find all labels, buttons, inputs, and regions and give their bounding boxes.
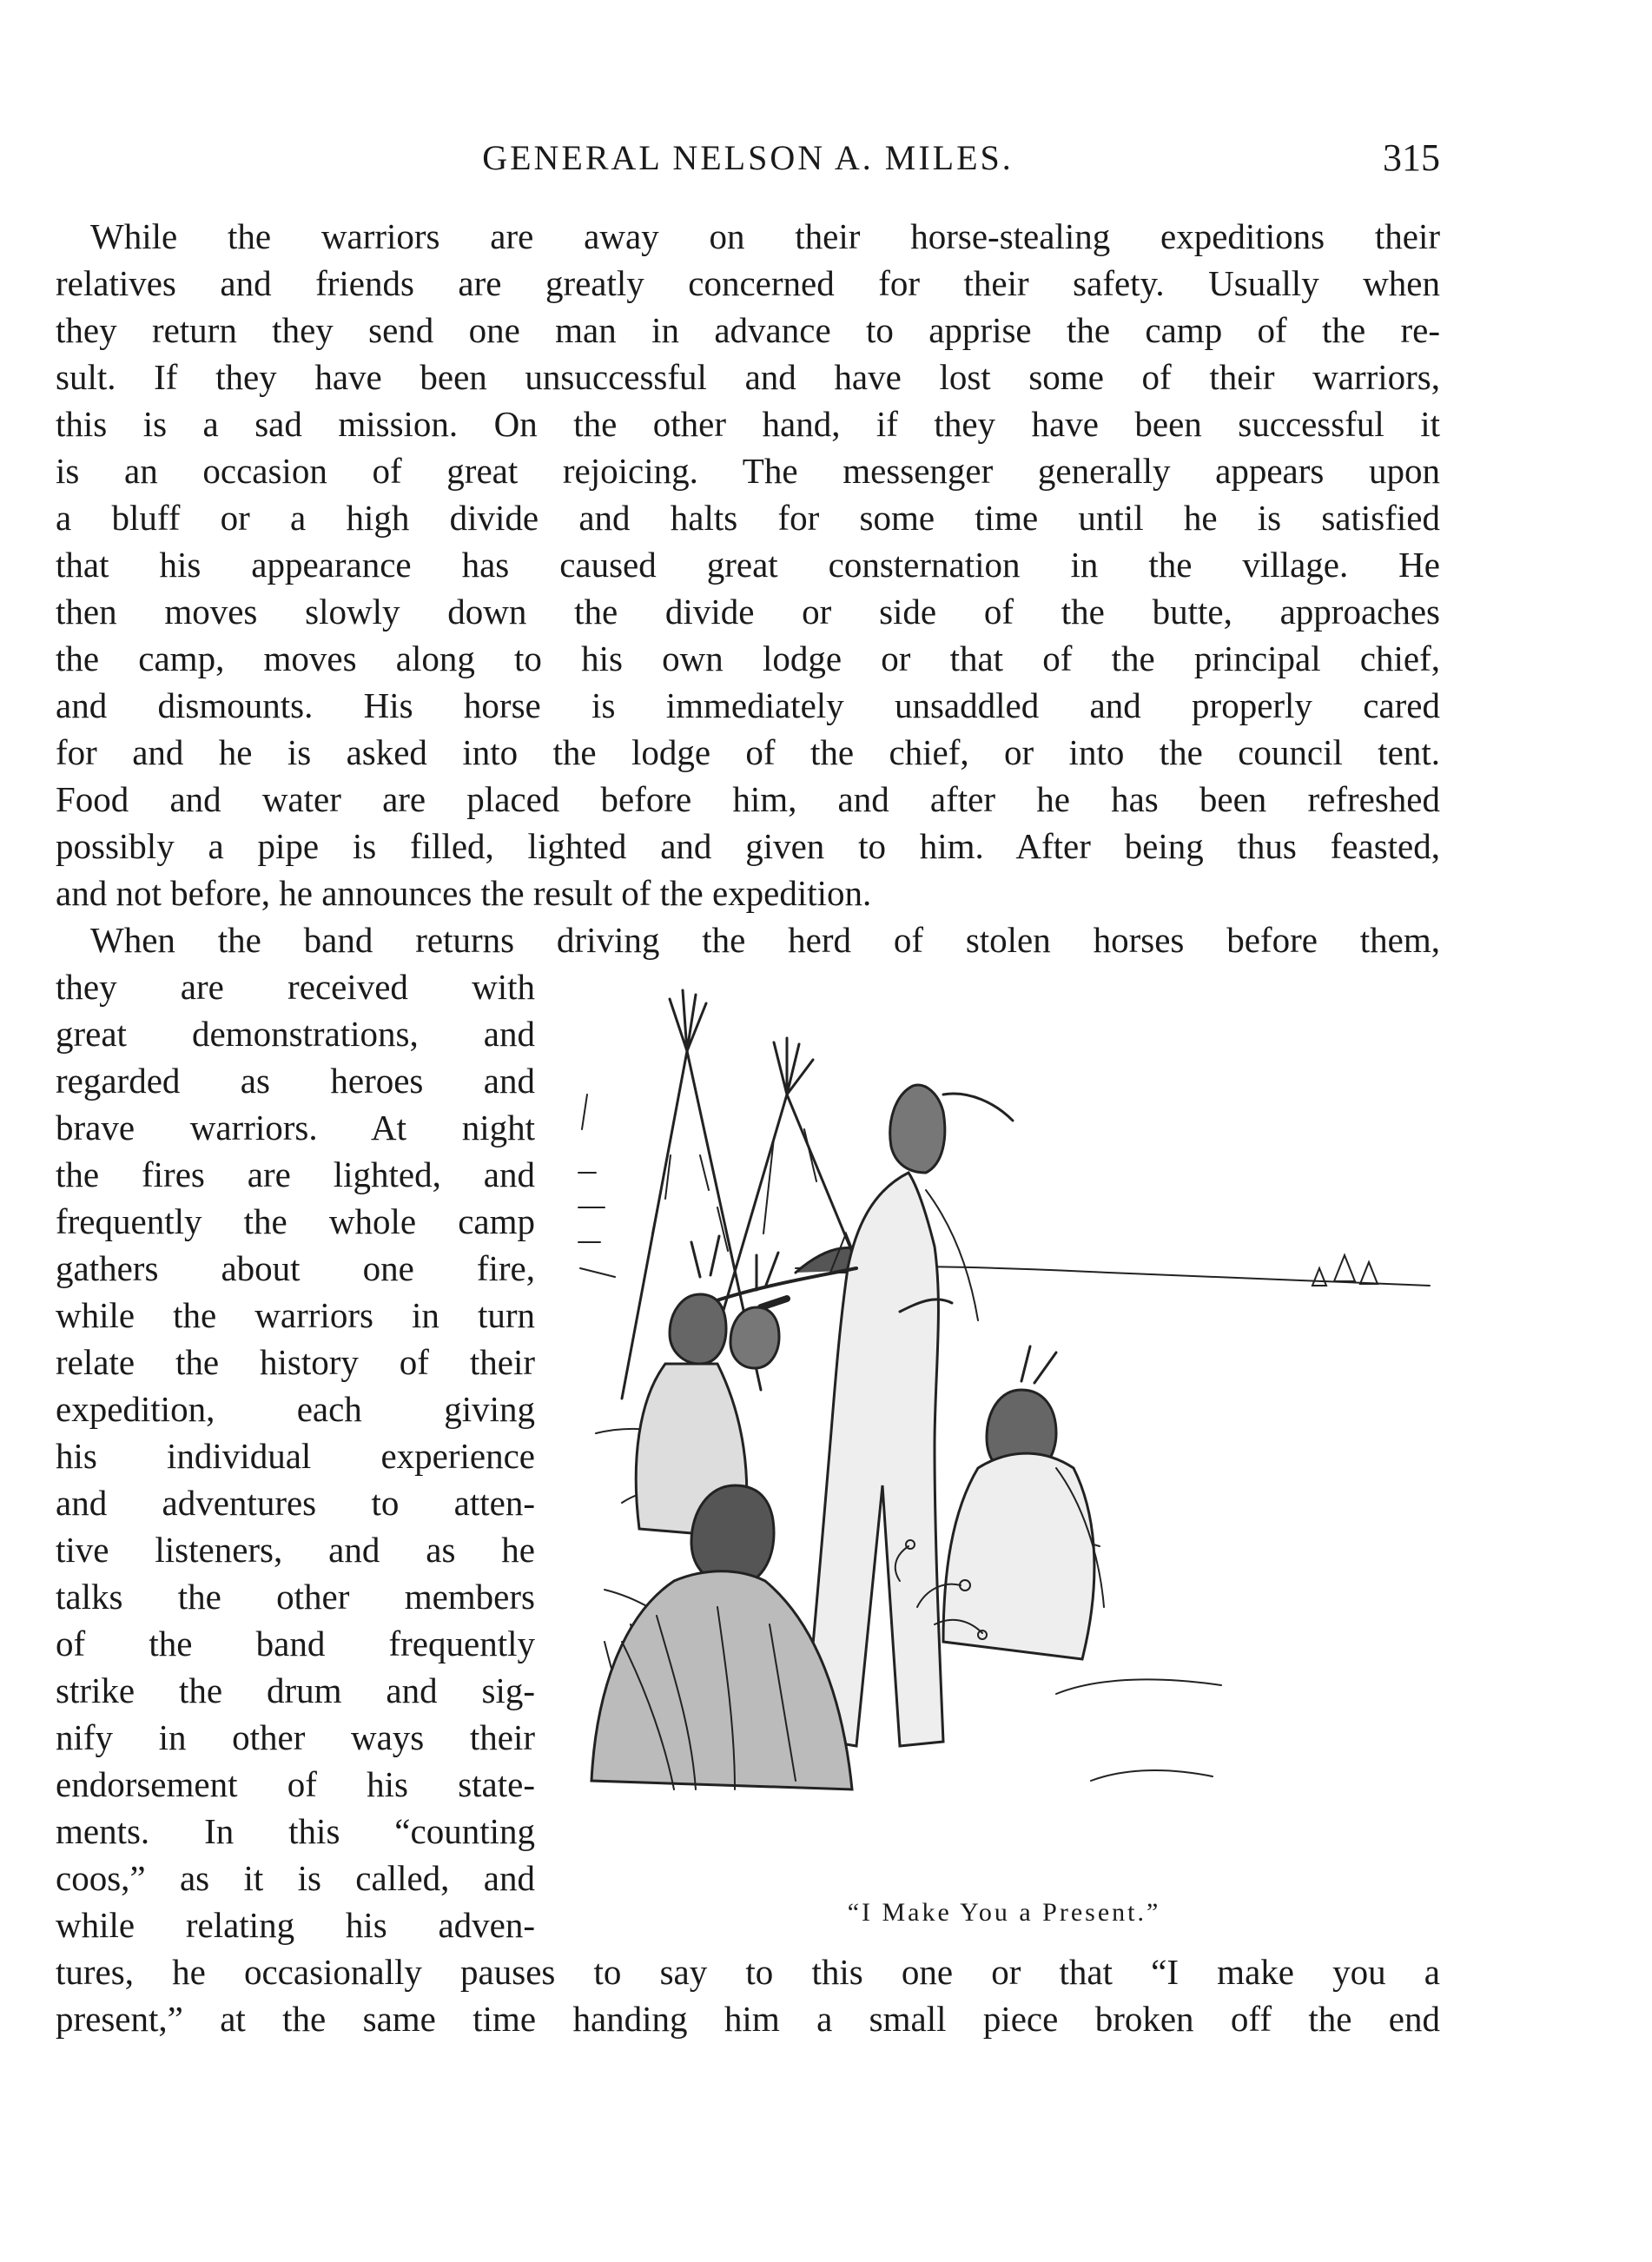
figure-caption: “I Make You a Present.” (847, 1898, 1161, 1927)
text-line: relatives and friends are greatly concerned for their safety. Usually when (56, 263, 1440, 303)
text-line: and dismounts. His horse is immediately unsaddled and properly cared (56, 685, 1440, 725)
text-line: regarded as heroes and (56, 1061, 535, 1101)
illustration-engraving (570, 982, 1438, 1868)
text-line: brave warriors. At night (56, 1108, 535, 1148)
text-line: and not before, he announces the result of the expedition. (56, 873, 872, 913)
page-number: 315 (1383, 136, 1440, 179)
text-line: sult. If they have been unsuccessful and have lost some of their warriors, (56, 357, 1440, 397)
text-line: expedition, each giving (56, 1389, 535, 1429)
text-line: strike the drum and sig- (56, 1670, 535, 1710)
text-line: the fires are lighted, and (56, 1154, 535, 1194)
text-line: tive listeners, and as he (56, 1530, 535, 1570)
paragraph-2-end (56, 1948, 1440, 2042)
text-line: Food and water are placed before him, and after he has been refreshed (56, 779, 1440, 819)
paragraph-2-wrap (56, 963, 535, 1948)
text-line: this is a sad mission. On the other hand, if they have been successful it (56, 404, 1440, 444)
paragraph-1 (56, 213, 1440, 963)
text-line: of the band frequently (56, 1624, 535, 1663)
text-line: while the warriors in turn (56, 1295, 535, 1335)
text-line: nify in other ways their (56, 1717, 535, 1757)
text-line: ments. In this “counting (56, 1811, 535, 1851)
text-line: When the band returns driving the herd of stolen horses before them, (90, 920, 1440, 960)
text-line: is an occasion of great rejoicing. The messenger generally appears upon (56, 451, 1440, 491)
text-line: relate the history of their (56, 1342, 535, 1382)
text-line: that his appearance has caused great consternation in the village. He (56, 545, 1440, 585)
text-line: then moves slowly down the divide or side of the butte, approaches (56, 592, 1440, 632)
text-line: tures, he occasionally pauses to say to this one or that “I make you a (56, 1952, 1440, 1992)
page-header (56, 130, 1440, 182)
text-line: endorsement of his state- (56, 1764, 535, 1804)
text-line: while relating his adven- (56, 1905, 535, 1945)
text-line: a bluff or a high divide and halts for some time until he is satisfied (56, 498, 1440, 538)
text-line: for and he is asked into the lodge of the chief, or into the council tent. (56, 732, 1440, 772)
text-line: great demonstrations, and (56, 1014, 535, 1054)
text-line: gathers about one fire, (56, 1248, 535, 1288)
text-line: his individual experience (56, 1436, 535, 1476)
text-line: and adventures to atten- (56, 1483, 535, 1523)
text-line: the camp, moves along to his own lodge or that of the principal chief, (56, 638, 1440, 678)
text-line: they return they send one man in advance to apprise the camp of the re- (56, 310, 1440, 350)
text-line: coos,” as it is called, and (56, 1858, 535, 1898)
illustration (570, 982, 1438, 1868)
text-line: possibly a pipe is filled, lighted and given to him. After being thus feasted, (56, 826, 1440, 866)
running-head: GENERAL NELSON A. MILES. (482, 138, 1014, 177)
text-line: talks the other members (56, 1577, 535, 1617)
text-line: present,” at the same time handing him a small piece broken off the end (56, 1999, 1440, 2039)
text-line: While the warriors are away on their horse-stealing expeditions their (90, 216, 1440, 256)
text-line: they are received with (56, 967, 535, 1007)
text-line: frequently the whole camp (56, 1201, 535, 1241)
